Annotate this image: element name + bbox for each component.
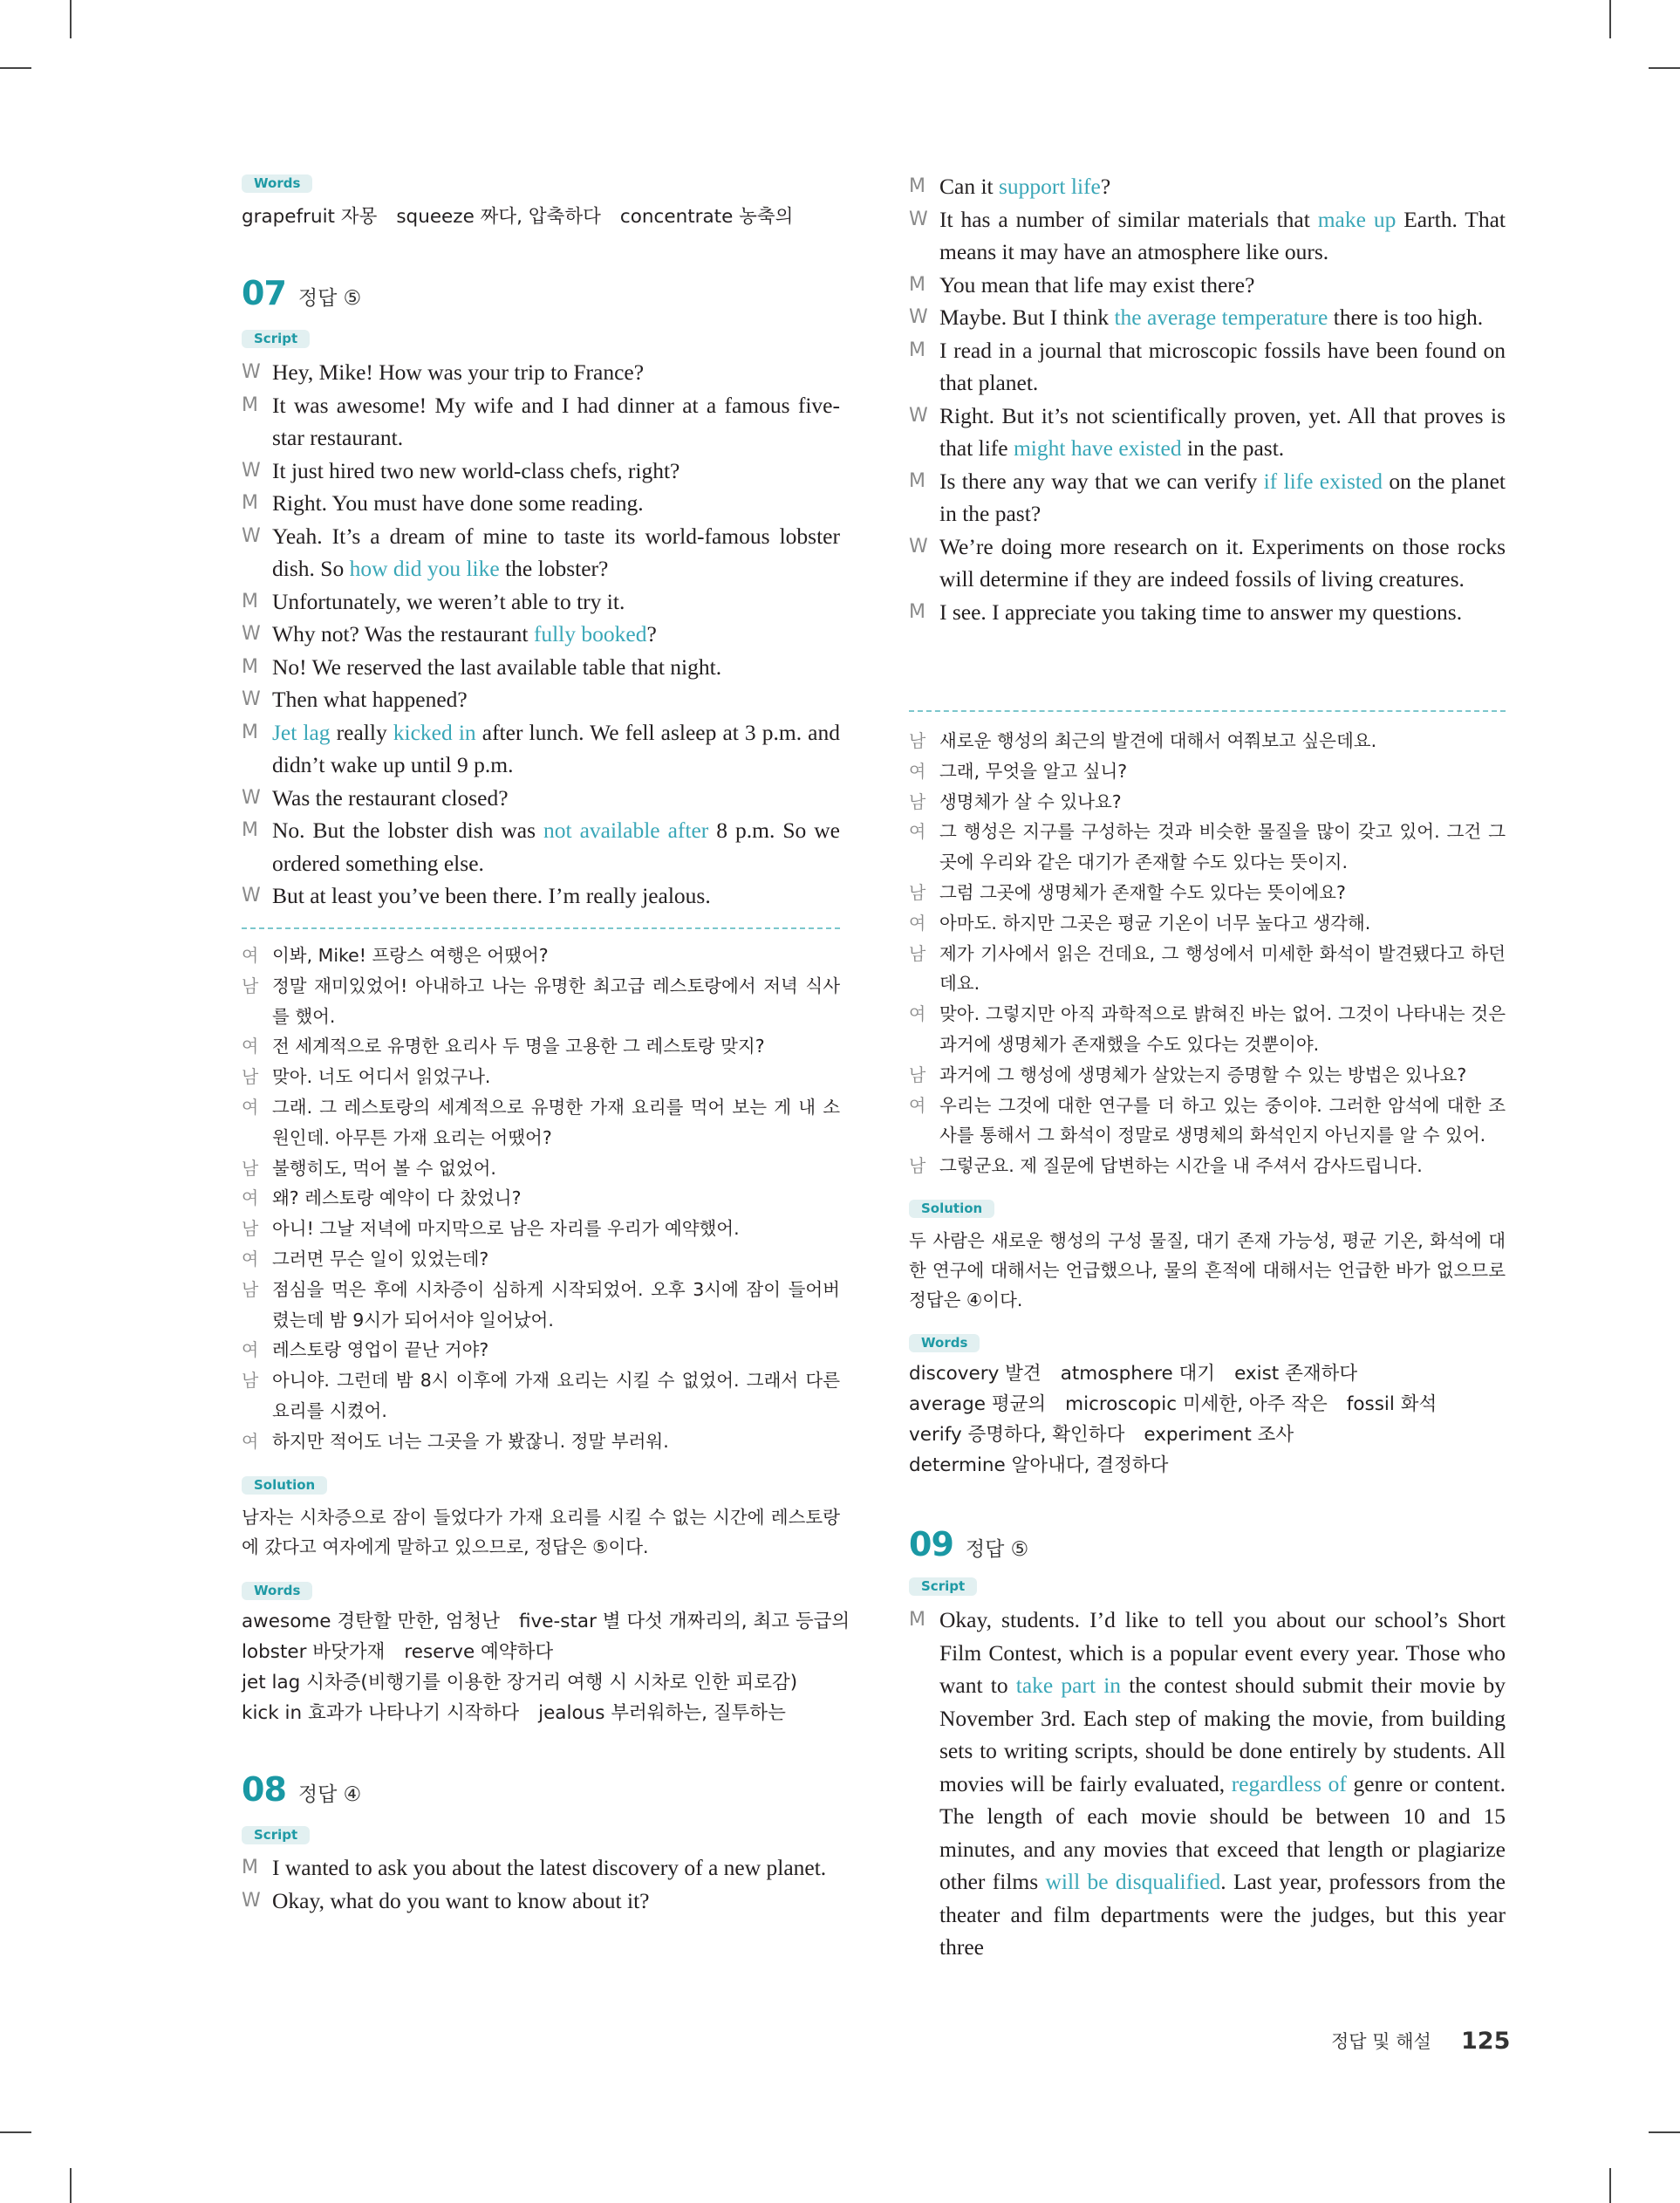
- speaker-label: 남: [909, 1155, 926, 1177]
- speaker-label: 여: [909, 821, 926, 843]
- speaker-label: W: [242, 524, 261, 547]
- highlighted-phrase: kicked in: [393, 719, 476, 745]
- highlighted-phrase: if life existed: [1263, 468, 1383, 494]
- script-text: Earth. That means it may have an atmosphere like ours.: [939, 206, 1506, 264]
- translation-text: 그렇군요. 제 질문에 답변하는 시간을 내 주셔서 감사드립니다.: [939, 1155, 1423, 1177]
- script-text: there is too high.: [1328, 304, 1484, 330]
- dialogue-line: [242, 356, 840, 389]
- speaker-label: 남: [242, 1218, 259, 1240]
- speaker-label: M: [909, 600, 925, 623]
- script-text: I read in a journal that microscopic fossils have been found on that planet.: [939, 337, 1506, 395]
- dialogue-line: [909, 334, 1506, 400]
- speaker-label: M: [909, 1609, 925, 1631]
- badge-label: Solution: [242, 1476, 327, 1495]
- speaker-label: W: [909, 404, 928, 427]
- speaker-label: 여: [242, 1096, 259, 1118]
- script-text: Okay, what do you want to know about it?: [272, 1887, 650, 1913]
- question-number: 07: [242, 274, 286, 312]
- word-line: [242, 1606, 850, 1637]
- word-list: [242, 1606, 850, 1728]
- translation-text: 아니야. 그런데 밤 8시 이후에 가재 요리는 시킬 수 없었어. 그래서 다른 요리를 시켰어.: [272, 1370, 840, 1421]
- script-text: the contest should submit their movie by November 3rd. Each step of making the movie, from building sets to writing scripts, should be done entirely by students. All movies will be fairly evaluated,: [939, 1673, 1506, 1796]
- word-entry: fossil 화석: [1346, 1393, 1438, 1415]
- translation-text: 아마도. 하지만 그곳은 평균 기온이 너무 높다고 생각해.: [939, 912, 1371, 934]
- dialogue-line: [909, 1604, 1506, 1964]
- speaker-label: M: [909, 175, 925, 197]
- translation-text: 하지만 적어도 너는 그곳을 가 봤잖니. 정말 부러워.: [272, 1430, 669, 1452]
- translation-text: 그럼 그곳에 생명체가 존재할 수도 있다는 뜻이에요?: [939, 881, 1346, 903]
- dialogue-line: [242, 520, 840, 585]
- word-line: [909, 1420, 1506, 1450]
- translation-line: [242, 941, 840, 971]
- dialogue-line: [242, 487, 840, 520]
- word-line: [242, 1667, 840, 1698]
- dialogue-line: [242, 1851, 840, 1885]
- speaker-label: 남: [242, 1066, 259, 1088]
- word-entry: reserve 예약하다: [404, 1641, 554, 1663]
- speaker-label: 남: [909, 942, 926, 964]
- answer-label: 정답 ④: [297, 1783, 362, 1806]
- dialogue-line: [242, 879, 840, 913]
- dialogue-line: [242, 455, 840, 488]
- question-number: 09: [909, 1525, 953, 1563]
- script-text: Can it: [939, 174, 999, 199]
- speaker-label: M: [909, 469, 925, 492]
- speaker-label: W: [909, 535, 928, 558]
- translation-dialogue: [242, 941, 840, 1457]
- highlighted-phrase: support life: [999, 174, 1101, 199]
- script-text: on the planet in the past?: [939, 468, 1506, 526]
- word-entry: squeeze 짜다, 압축하다: [396, 206, 601, 228]
- translation-line: [909, 726, 1506, 756]
- speaker-label: W: [242, 361, 261, 383]
- translation-line: [909, 787, 1506, 818]
- script-text: It has a number of similar materials that: [939, 206, 1318, 232]
- word-line: [909, 1450, 1506, 1481]
- solution-text: 남자는 시차증으로 잠이 들었다가 가재 요리를 시킬 수 없는 시간에 레스토랑에 갔다고 여자에게 말하고 있으므로, 정답은 ⑤이다.: [242, 1507, 840, 1557]
- highlighted-phrase: make up: [1317, 206, 1397, 232]
- script-text: No! We reserved the last available table that night.: [272, 653, 722, 680]
- translation-line: [242, 1031, 840, 1062]
- script-text: Was the restaurant closed?: [272, 784, 509, 811]
- translation-text: 그래. 그 레스토랑의 세계적으로 유명한 가재 요리를 먹어 보는 게 내 소원인데. 아무튼 가재 요리는 어땠어?: [272, 1096, 840, 1148]
- translation-text: 제가 기사에서 읽은 건데요, 그 행성에서 미세한 화석이 발견됐다고 하던데요.: [939, 942, 1506, 995]
- translation-text: 우리는 그것에 대한 연구를 더 하고 있는 중이야. 그러한 암석에 대한 조사를 통해서 그 화석이 정말로 생명체의 화석인지 아닌지를 알 수 있어.: [939, 1094, 1506, 1146]
- script-text: ?: [1100, 174, 1111, 199]
- script-dialogue: [242, 356, 840, 913]
- translation-line: [909, 878, 1506, 908]
- translation-text: 그 행성은 지구를 구성하는 것과 비슷한 물질을 많이 갖고 있어. 그건 그곳에 우리와 같은 대기가 존재할 수도 있다는 뜻이지.: [939, 821, 1506, 873]
- speaker-label: 남: [909, 790, 926, 812]
- script-text: . Last year, professors from the theater and film departments were the judges, but this year three: [939, 1869, 1506, 1960]
- words-badge: [909, 1334, 1506, 1352]
- script-text: But at least you’ve been there. I’m really jealous.: [272, 883, 711, 908]
- speaker-label: W: [242, 786, 261, 809]
- word-entry: five-star 별 다섯 개짜리의, 최고 등급의: [519, 1611, 850, 1632]
- word-line: [242, 1698, 840, 1728]
- translation-dialogue: [909, 726, 1506, 1181]
- dialogue-line: [242, 1885, 840, 1918]
- badge-label: Solution: [909, 1200, 994, 1218]
- translation-text: 정말 재미있었어! 아내하고 나는 유명한 최고급 레스토랑에서 저녁 식사를 했어.: [272, 975, 840, 1027]
- translation-text: 전 세계적으로 유명한 요리사 두 명을 고용한 그 레스토랑 맞지?: [272, 1036, 765, 1057]
- script-text: Okay, students. I’d like to tell you about our school’s Short Film Contest, which is a popular event every year. Those who want to: [939, 1607, 1506, 1698]
- script-text: You mean that life may exist there?: [939, 271, 1255, 298]
- crop-mark: [0, 67, 31, 69]
- dialogue-line: [909, 596, 1506, 629]
- dashed-divider: [242, 927, 840, 929]
- dialogue-line: [909, 301, 1506, 334]
- speaker-label: 남: [909, 1064, 926, 1085]
- script-text: in the past.: [1181, 435, 1285, 461]
- translation-line: [242, 1335, 840, 1365]
- translation-text: 아니! 그날 저녁에 마지막으로 남은 자리를 우리가 예약했어.: [272, 1218, 740, 1240]
- script-text: We’re doing more research on it. Experiments on those rocks will determine if they are indeed fossils of living creatures.: [939, 533, 1506, 592]
- word-entry: jealous 부러워하는, 질투하는: [538, 1702, 786, 1724]
- crop-mark: [1609, 2168, 1611, 2203]
- script-badge: [909, 1577, 1506, 1596]
- badge-label: Words: [242, 174, 312, 193]
- word-line: [909, 1389, 1506, 1420]
- speaker-label: M: [242, 819, 258, 841]
- script-text: Right. But it’s not scientifically proven, yet. All that proves is that life: [939, 402, 1506, 461]
- dialogue-line: [242, 782, 840, 815]
- dialogue-line: [909, 400, 1506, 465]
- speaker-label: W: [242, 885, 261, 907]
- speaker-label: 여: [242, 945, 259, 966]
- badge-label: Words: [909, 1334, 980, 1352]
- speaker-label: 여: [909, 760, 926, 782]
- word-entry: average 평균의: [909, 1393, 1047, 1415]
- dialogue-line: [909, 530, 1506, 596]
- translation-line: [909, 1151, 1506, 1181]
- speaker-label: 여: [909, 1003, 926, 1025]
- crop-mark: [0, 2131, 31, 2133]
- script-text: Then what happened?: [272, 687, 468, 712]
- word-entry: grapefruit 자몽: [242, 206, 378, 228]
- speaker-label: 여: [242, 1339, 259, 1361]
- speaker-label: 여: [909, 912, 926, 934]
- translation-text: 그래, 무엇을 알고 싶니?: [939, 760, 1128, 782]
- translation-text: 왜? 레스토랑 예약이 다 찼었니?: [272, 1187, 522, 1209]
- translation-text: 맞아. 그렇지만 아직 과학적으로 밝혀진 바는 없어. 그것이 나타내는 것은 과거에 생명체가 존재했을 수도 있다는 것뿐이야.: [939, 1003, 1506, 1055]
- word-list: [242, 202, 840, 232]
- script-text: Yeah. It’s a dream of mine to taste its world-famous lobster dish. So: [272, 523, 840, 581]
- crop-mark: [70, 0, 72, 38]
- highlighted-phrase: might have existed: [1013, 435, 1182, 461]
- speaker-label: 여: [242, 1187, 259, 1209]
- script-badge: [242, 1826, 840, 1844]
- script-text: the lobster?: [499, 556, 609, 581]
- translation-line: [909, 1060, 1506, 1091]
- translation-line: [909, 939, 1506, 1000]
- speaker-label: M: [242, 393, 258, 416]
- badge-label: Words: [242, 1582, 312, 1600]
- highlighted-phrase: how did you like: [349, 556, 500, 581]
- word-list: [909, 1358, 1506, 1481]
- translation-line: [909, 999, 1506, 1060]
- script-text: It was awesome! My wife and I had dinner at a famous five-star restaurant.: [272, 392, 840, 450]
- translation-line: [909, 908, 1506, 939]
- highlighted-phrase: fully booked: [533, 621, 647, 647]
- word-entry: microscopic 미세한, 아주 작은: [1065, 1393, 1328, 1415]
- script-text: Right. You must have done some reading.: [272, 490, 644, 516]
- dialogue-line: [242, 683, 840, 716]
- translation-line: [909, 817, 1506, 878]
- translation-text: 불행히도, 먹어 볼 수 없었어.: [272, 1157, 496, 1179]
- speaker-label: M: [242, 492, 258, 514]
- translation-line: [242, 1153, 840, 1184]
- speaker-label: M: [242, 655, 258, 678]
- dialogue-line: [242, 651, 840, 684]
- question-heading: [909, 1525, 1506, 1563]
- dashed-divider: [909, 710, 1506, 712]
- script-text: Maybe. But I think: [939, 304, 1115, 330]
- highlighted-phrase: take part in: [1015, 1673, 1122, 1698]
- word-entry: lobster 바닷가재: [242, 1641, 386, 1663]
- dialogue-line: [909, 203, 1506, 269]
- footer-label: 정답 및 해설: [1331, 2031, 1431, 2052]
- translation-line: [242, 971, 840, 1032]
- highlighted-phrase: Jet lag: [272, 719, 331, 745]
- translation-text: 과거에 그 행성에 생명체가 살았는지 증명할 수 있는 방법은 있나요?: [939, 1064, 1467, 1085]
- script-text: Is there any way that we can verify: [939, 468, 1264, 494]
- script-dialogue: [909, 170, 1506, 628]
- dialogue-line: [242, 814, 840, 879]
- translation-line: [242, 1092, 840, 1153]
- word-entry: kick in 효과가 나타나기 시작하다: [242, 1702, 520, 1724]
- speaker-label: W: [242, 688, 261, 710]
- word-entry: exist 존재하다: [1234, 1363, 1358, 1385]
- word-entry: awesome 경탄할 만한, 엄청난: [242, 1611, 501, 1632]
- speaker-label: W: [909, 306, 928, 328]
- speaker-label: W: [242, 1889, 261, 1912]
- crop-mark: [1649, 2131, 1680, 2133]
- speaker-label: 여: [242, 1430, 259, 1452]
- page-number: 125: [1461, 2028, 1511, 2055]
- solution-badge: [242, 1476, 840, 1495]
- script-text: Unfortunately, we weren’t able to try it.: [272, 588, 625, 614]
- script-dialogue: [242, 1851, 840, 1917]
- translation-text: 이봐, Mike! 프랑스 여행은 어땠어?: [272, 945, 549, 966]
- speaker-label: 남: [242, 1157, 259, 1179]
- dialogue-line: [242, 618, 840, 651]
- script-text: I wanted to ask you about the latest discovery of a new planet.: [272, 1855, 827, 1880]
- speaker-label: W: [909, 208, 928, 230]
- crop-mark: [1649, 67, 1680, 69]
- word-line: [242, 202, 840, 232]
- script-text: Why not? Was the restaurant: [272, 621, 534, 647]
- translation-line: [242, 1183, 840, 1214]
- translation-text: 맞아. 너도 어디서 읽었구나.: [272, 1066, 491, 1088]
- script-text: 8 p.m. So we ordered something else.: [272, 818, 840, 876]
- dialogue-line: [242, 585, 840, 619]
- speaker-label: M: [242, 590, 258, 612]
- translation-line: [242, 1062, 840, 1092]
- word-entry: verify 증명하다, 확인하다: [909, 1424, 1125, 1446]
- script-text: really: [330, 719, 393, 745]
- highlighted-phrase: will be disqualified: [1045, 1869, 1221, 1894]
- words-badge: [242, 1582, 840, 1600]
- script-text: It just hired two new world-class chefs, right?: [272, 457, 680, 483]
- crop-mark: [70, 2168, 72, 2203]
- speaker-label: M: [242, 1857, 258, 1878]
- translation-text: 새로운 행성의 최근의 발견에 대해서 여쭤보고 싶은데요.: [939, 730, 1377, 751]
- highlighted-phrase: the average temperature: [1114, 304, 1328, 330]
- translation-line: [242, 1214, 840, 1244]
- speaker-label: 남: [242, 975, 259, 996]
- dialogue-line: [909, 465, 1506, 530]
- badge-label: Script: [242, 330, 310, 348]
- translation-line: [242, 1275, 840, 1336]
- word-entry: determine 알아내다, 결정하다: [909, 1454, 1169, 1476]
- question-heading: [242, 1770, 840, 1809]
- speaker-label: 남: [909, 881, 926, 903]
- translation-line: [242, 1244, 840, 1275]
- script-dialogue: [909, 1604, 1506, 1964]
- script-text: Hey, Mike! How was your trip to France?: [272, 359, 645, 385]
- translation-text: 레스토랑 영업이 끝난 거야?: [272, 1339, 489, 1361]
- word-line: [242, 1637, 840, 1667]
- translation-line: [909, 1091, 1506, 1152]
- question-number: 08: [242, 1770, 286, 1809]
- translation-line: [242, 1365, 840, 1426]
- highlighted-phrase: regardless of: [1231, 1770, 1347, 1796]
- speaker-label: 여: [242, 1248, 259, 1269]
- dialogue-line: [242, 389, 840, 455]
- speaker-label: M: [909, 339, 925, 361]
- translation-text: 생명체가 살 수 있나요?: [939, 790, 1122, 812]
- translation-line: [909, 756, 1506, 787]
- answer-label: 정답 ⑤: [297, 287, 362, 310]
- speaker-label: W: [242, 459, 261, 482]
- translation-text: 점심을 먹은 후에 시차증이 심하게 시작되었어. 오후 3시에 잠이 들어버렸는데 밤 9시가 되어서야 일어났어.: [272, 1278, 840, 1331]
- badge-label: Script: [909, 1577, 977, 1596]
- answer-label: 정답 ⑤: [965, 1538, 1029, 1561]
- script-text: No. But the lobster dish was: [272, 818, 544, 843]
- word-entry: experiment 조사: [1144, 1424, 1294, 1446]
- word-entry: atmosphere 대기: [1060, 1363, 1216, 1385]
- words-badge: [242, 174, 840, 193]
- speaker-label: 여: [909, 1094, 926, 1116]
- dialogue-line: [242, 716, 840, 782]
- dialogue-line: [909, 170, 1506, 203]
- speaker-label: 여: [242, 1036, 259, 1057]
- script-badge: [242, 330, 840, 348]
- speaker-label: M: [242, 721, 258, 743]
- word-entry: concentrate 농축의: [619, 206, 794, 228]
- script-text: after lunch. We fell asleep at 3 p.m. and didn’t wake up until 9 p.m.: [272, 719, 840, 777]
- speaker-label: 남: [242, 1278, 259, 1300]
- speaker-label: 남: [909, 730, 926, 751]
- question-heading: [242, 274, 840, 312]
- highlighted-phrase: not available after: [543, 818, 709, 843]
- script-text: genre or content. The length of each movie should be between 10 and 15 minutes, and any movies that exceed that length or plagiarize other films: [939, 1770, 1506, 1894]
- word-entry: discovery 발견: [909, 1363, 1041, 1385]
- word-entry: jet lag 시차증(비행기를 이용한 장거리 여행 시 시차로 인한 피로감): [242, 1672, 798, 1693]
- word-line: [909, 1358, 1506, 1389]
- solution-badge: [909, 1200, 1506, 1218]
- dialogue-line: [909, 269, 1506, 302]
- solution-text: 두 사람은 새로운 행성의 구성 물질, 대기 존재 가능성, 평균 기온, 화석에 대한 연구에 대해서는 언급했으나, 물의 흔적에 대해서는 언급한 바가 없으므로 정답은 ④이다.: [909, 1230, 1506, 1310]
- crop-mark: [1609, 0, 1611, 38]
- speaker-label: 남: [242, 1370, 259, 1392]
- translation-text: 그러면 무슨 일이 있었는데?: [272, 1248, 489, 1269]
- translation-line: [242, 1426, 840, 1457]
- speaker-label: M: [909, 273, 925, 296]
- script-text: I see. I appreciate you taking time to answer my questions.: [939, 599, 1463, 625]
- speaker-label: W: [242, 623, 261, 645]
- badge-label: Script: [242, 1826, 310, 1844]
- script-text: ?: [646, 621, 657, 647]
